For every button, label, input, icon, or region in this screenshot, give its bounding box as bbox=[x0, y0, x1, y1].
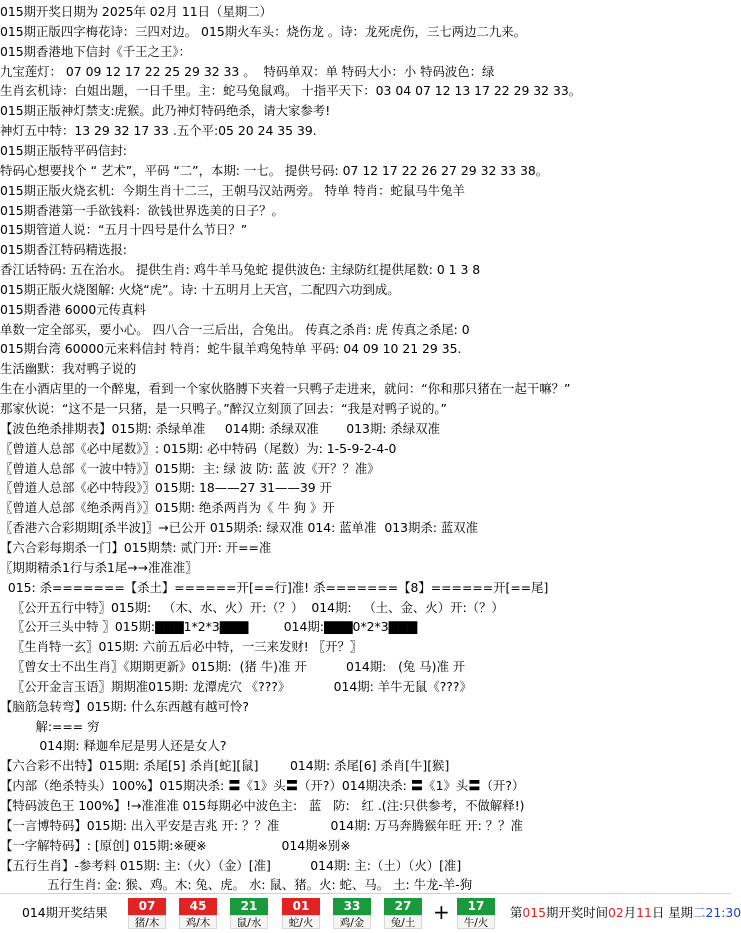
text-line: 〖公开金言玉语〗期期准015期: 龙潭虎穴 《???》 014期: 羊牛无鼠《???》 bbox=[0, 678, 472, 694]
text-line: 015: 杀=======【杀土】======开[==行]准! 杀=======【8】======开[==尾] bbox=[0, 579, 549, 595]
next-draw-day-unit: 日 星期 bbox=[651, 905, 694, 920]
text-line: 九宝莲灯： 07 09 12 17 22 25 29 32 33 。 特码单双：单 特码大小：小 特码波色：绿 bbox=[0, 63, 495, 79]
text-line: 【六合彩不出特】015期: 杀尾[5] 杀肖[蛇][鼠] 014期: 杀尾[6] 杀肖[牛][猴] bbox=[0, 758, 450, 774]
next-draw-prefix: 第 bbox=[510, 905, 523, 920]
result-ball bbox=[230, 898, 268, 929]
text-line: 015期香江特码精选报: bbox=[0, 242, 127, 258]
text-line: 014期: 释迦牟尼是男人还是女人? bbox=[0, 738, 227, 754]
result-ball bbox=[457, 898, 495, 929]
text-line: 【波色绝杀排期表】015期: 杀绿单准 014期: 杀绿双准 013期: 杀绿双准 bbox=[0, 420, 440, 436]
text-line: 〖曾女士不出生肖〗《期期更新》015期: (猪 牛)准 开 014期: (兔 马)准 开 bbox=[0, 659, 466, 675]
ball-zodiac: 鸡/木 bbox=[179, 915, 217, 929]
next-draw-month: 02 bbox=[608, 905, 624, 920]
results-label: 014期开奖结果 bbox=[22, 905, 108, 920]
ball-zodiac: 牛/火 bbox=[457, 915, 495, 929]
text-line: 015期正版火烧图解: 火烧“虎”。诗: 十五明月上天宫，二配四六功到成。 bbox=[0, 281, 400, 297]
next-draw-period: 015 bbox=[522, 905, 547, 920]
text-line: 〖曾道人总部《一波中特》〗015期: 主: 绿 波 防: 蓝 波《开？？准》 bbox=[0, 460, 380, 476]
text-line: 015期开奖日期为 2025年 02月 11日（星期二） bbox=[0, 4, 273, 19]
ball-number: 33 bbox=[333, 898, 371, 915]
text-line: 015期正版特平码信封: bbox=[0, 142, 127, 158]
ball-number: 07 bbox=[128, 898, 166, 915]
text-line: 〖曾道人总部《必中尾数》〗: 015期: 必中特码（尾数）为: 1-5-9-2-4-0 bbox=[0, 440, 397, 456]
next-draw-month-unit: 月 bbox=[623, 905, 637, 920]
result-ball bbox=[179, 898, 217, 929]
text-line: 015期正版神灯禁支:虎猴。此乃神灯特码绝杀，请大家参考! bbox=[0, 103, 331, 119]
ball-number: 01 bbox=[282, 898, 320, 915]
text-line: 015期香港 6000元传真料 bbox=[0, 301, 146, 317]
ball-zodiac: 鼠/水 bbox=[230, 915, 268, 929]
ball-zodiac: 蛇/火 bbox=[282, 915, 320, 929]
result-ball bbox=[282, 898, 320, 929]
text-line: 神灯五中特：13 29 32 17 33 .五个平:05 20 24 35 39. bbox=[0, 123, 317, 139]
text-line: 【特码波色王 100%】!→准准准 015每期必中波色主: 蓝 防: 红 .(注:只供参考，不做解释!) bbox=[0, 798, 525, 813]
result-ball bbox=[128, 898, 166, 929]
ball-zodiac: 鸡/金 bbox=[333, 915, 371, 929]
text-line: 〖生肖特一玄〗015期: 六前五后必中特，一三来发财! 〖开？〗 bbox=[0, 639, 363, 655]
ball-number: 27 bbox=[384, 898, 422, 915]
result-ball bbox=[333, 898, 371, 929]
text-line: 〖公开三头中特 〗015期:▇▇▇1*2*3▇▇▇ 014期:▇▇▇0*2*3▇▇▇ bbox=[0, 619, 418, 635]
text-line: 015期香港第一手欲钱料：欲钱世界选美的日子？。 bbox=[0, 202, 284, 218]
ball-number: 45 bbox=[179, 898, 217, 915]
ball-zodiac: 兔/土 bbox=[384, 915, 422, 929]
result-ball bbox=[384, 898, 422, 929]
text-line: 015期管道人说：“五月十四号是什么节日？” bbox=[0, 222, 248, 238]
text-line: 【脑筋急转弯】015期: 什么东西越有越可怜? bbox=[0, 698, 249, 714]
text-line: 〖公开五行中特〗015期: （木、水、火）开:（？） 014期: （土、金、火）开:（？） bbox=[0, 599, 504, 615]
draw-results-bar bbox=[0, 893, 741, 933]
ball-number: 17 bbox=[457, 898, 495, 915]
ball-number: 21 bbox=[230, 898, 268, 915]
text-line: 香江话特码: 五在治水。 提供生肖: 鸡牛羊马兔蛇 提供波色: 主绿防红提供尾数: 0 1 3 8 bbox=[0, 262, 481, 278]
text-line: 单数一定全部买，要小心。 四八合一三后出，合兔出。 传真之杀肖: 虎 传真之杀尾: 0 bbox=[0, 321, 470, 337]
text-line: 生肖玄机诗：白姐出题，一日千里。主：蛇马兔鼠鸡。 十指平天下：03 04 07 12 13 17 22 29 32 33。 bbox=[0, 83, 582, 99]
text-line: 015期香港地下信封《千王之王》： bbox=[0, 43, 191, 59]
plus-sign: + bbox=[433, 900, 450, 924]
text-line: 〖期期精杀1行与杀1尾→→准准准〗 bbox=[0, 559, 198, 575]
text-line: 【内部（绝杀特头）100%】015期决杀: 〓《1》头〓（开?）014期决杀: 〓《1》头〓（开?） bbox=[0, 778, 525, 794]
text-line: 〖香港六合彩期期[杀半波]〗→已公开 015期杀: 绿双准 014: 蓝单准 013期杀: 蓝双准 bbox=[0, 520, 479, 536]
next-draw-mid: 期开奖时间 bbox=[546, 905, 608, 920]
text-line: 015期正版火烧玄机: 今期生肖十二三，王朝马汉站两旁。 特单 特肖：蛇鼠马牛兔羊 bbox=[0, 182, 465, 198]
text-line: 〖曾道人总部《必中特段》〗015期: 18——27 31——39 开 bbox=[0, 480, 332, 496]
text-line: 015期台湾 60000元来料信封 特肖：蛇牛鼠羊鸡兔特单 平码: 04 09 10 21 29 35. bbox=[0, 341, 462, 357]
next-draw-time bbox=[510, 903, 741, 923]
ball-zodiac: 猪/木 bbox=[128, 915, 166, 929]
text-line: 【六合彩每期杀一门】015期禁: 贰门开: 开==准 bbox=[0, 539, 272, 555]
text-line: 生活幽默：我对鸭子说的 bbox=[0, 361, 137, 377]
text-line: 解:=== 穷 bbox=[0, 718, 100, 734]
text-line: 生在小酒店里的一个醉鬼，看到一个家伙胳膊下夹着一只鸭子走进来，就问：“你和那只猪在一起干嘛？” bbox=[0, 381, 571, 397]
text-line: 【一字解特码】: [原创] 015期:※硬※ 014期※别※ bbox=[0, 837, 351, 853]
text-line: 五行生肖: 金: 猴、鸡。木: 兔、虎。 水: 鼠、猪。火: 蛇、马。 土: 牛龙-羊-狗 bbox=[0, 877, 473, 893]
next-draw-weekday-time: 二21:30 bbox=[693, 905, 741, 920]
text-line: 特码心想要找个 “ 艺术”，平码 “二”，本期: 一七。 提供号码: 07 12 17 22 26 27 29 32 33 38。 bbox=[0, 162, 549, 178]
text-line: 〖曾道人总部《绝杀两肖》〗015期: 绝杀两肖为《 牛 狗 》开 bbox=[0, 500, 335, 516]
next-draw-day: 11 bbox=[636, 905, 652, 920]
text-line: 【五行生肖】-参考料 015期: 主:（火）（金）[准] 014期: 主:（土）（火）[准] bbox=[0, 857, 462, 873]
text-line: 015期正版四字梅花诗：三四对边。 015期火车头：烧伤龙 。诗：龙死虎伤，三七两边二九来。 bbox=[0, 23, 527, 39]
text-line: 【一言博特码】015期: 出入平安是吉兆 开: ？？准 014期: 万马奔腾猴年旺 开: ？？准 bbox=[0, 817, 523, 833]
text-line: 那家伙说：“这不是一只猪，是一只鸭子。”醉汉立刻顶了回去：“我是对鸭子说的。” bbox=[0, 401, 447, 416]
